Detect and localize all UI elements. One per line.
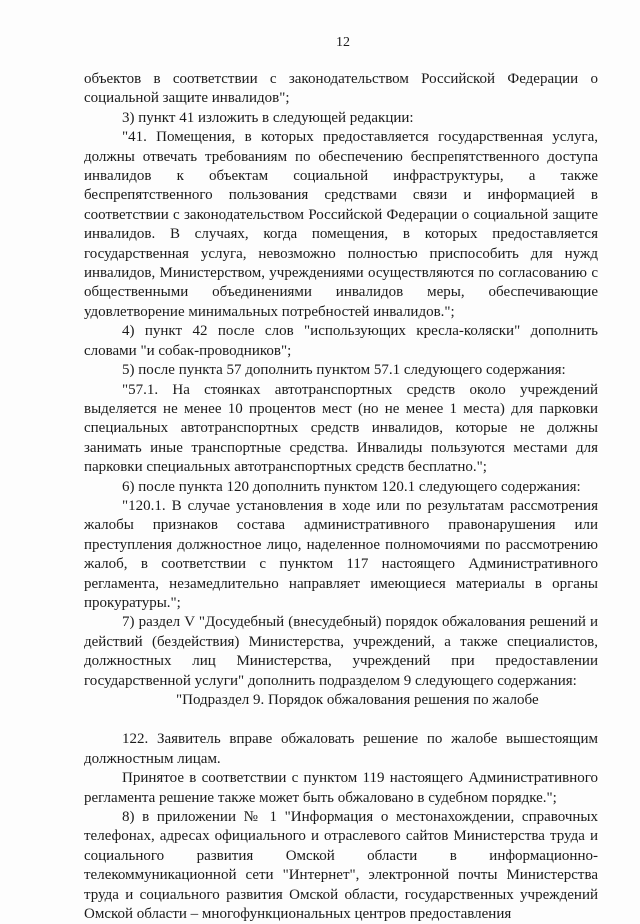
paragraph: 7) раздел V "Досудебный (внесудебный) порядок обжалования решений и действий (бездействия) Министерства, учреждений, а также специалистов, должностных лиц Министерства, учреждений при предоставлении государственной услуги" дополнить подразделом 9 следующего содержания: <box>84 614 598 689</box>
paragraph-gap <box>84 710 598 730</box>
paragraph: 5) после пункта 57 дополнить пунктом 57.1 следующего содержания: <box>122 362 566 379</box>
paragraph: "120.1. В случае установления в ходе или по результатам рассмотрения жалобы признаков состава административного правонарушения или преступления должностное лицо, наделенное полномочиями по рассмотрению жалоб, в соответствии с пунктом 117 настоящего Административного регламента, незамедлительно направляет имеющиеся материалы в органы прокуратуры."; <box>84 497 598 611</box>
paragraph: 8) в приложении № 1 "Информация о местонахождении, справочных телефонах, адресах официального и отраслевого сайтов Министерства труда и социального развития Омской области в информационно-телекоммуникационной сети "Интернет", электронной почты Министерства труда и социального развития Омской области, государственных учреждений Омской области – многофункциональных центров предоставления <box>84 809 598 923</box>
page-number: 12 <box>336 35 350 50</box>
paragraph: 6) после пункта 120 дополнить пунктом 120.1 следующего содержания: <box>122 478 581 495</box>
document-body <box>84 70 598 924</box>
paragraph: "41. Помещения, в которых предоставляется государственная услуга, должны отвечать требованиям по обеспечению беспрепятственного доступа инвалидов к объектам социальной инфраструктуры, а также беспрепятственного пользования средствами связи и информацией в соответствии с законодательством Российской Федерации о социальной защите инвалидов. В случаях, когда помещения, в которых предоставляется государственная услуга, невозможно полностью приспособить для нужд инвалидов, Министерством, учреждениями осуществляются по согласованию с общественными объединениями инвалидов меры, обеспечивающие удовлетворение минимальных потребностей инвалидов."; <box>84 129 598 320</box>
paragraph: 122. Заявитель вправе обжаловать решение по жалобе вышестоящим должностным лицам. <box>84 731 598 767</box>
subsection-heading: "Подраздел 9. Порядок обжалования решения по жалобе <box>176 692 539 708</box>
paragraph: 3) пункт 41 изложить в следующей редакции: <box>122 109 414 126</box>
paragraph: "57.1. На стоянках автотранспортных средств около учреждений выделяется не менее 10 процентов мест (но не менее 1 места) для парковки специальных автотранспортных средств инвалидов, которые не должны занимать иные транспортные средства. Инвалиды пользуются местами для парковки специальных автотранспортных средств бесплатно."; <box>84 381 598 476</box>
paragraph: объектов в соответствии с законодательством Российской Федерации о социальной защите инвалидов"; <box>84 71 598 107</box>
paragraph: Принятое в соответствии с пунктом 119 настоящего Административного регламента решение также может быть обжаловано в судебном порядке."; <box>84 770 598 806</box>
paragraph: 4) пункт 42 после слов "использующих кресла-коляски" дополнить словами "и собак-проводников"; <box>84 323 598 359</box>
